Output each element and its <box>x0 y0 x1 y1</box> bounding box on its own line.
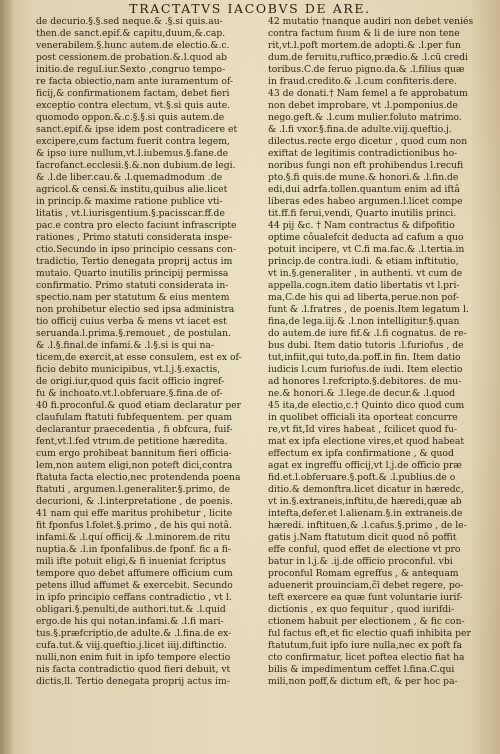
text-line: ficio debito municipibus, vt.l.j.§.exactis, <box>36 364 221 375</box>
text-line: 41 nam qui effe maritus prohibetur , licite <box>36 508 233 519</box>
text-line: noribus fungi non eft prohibendus l.recufi <box>268 160 464 171</box>
text-line: lem,non autem eligi,non poteft dici,contra <box>36 460 233 471</box>
text-line: rationes , Primo statuti considerata inspe- <box>36 232 233 243</box>
text-line: liberas edes habeo argumen.l.licet compe <box>268 196 463 207</box>
text-line: de decurio.§.§.sed neque.& .§.si quis.au- <box>36 16 223 27</box>
text-line: mat ex ipfa electione vires,et quod habeat <box>268 436 465 447</box>
text-line: nis facta contradictio quod fieri debuit, vt <box>36 664 231 675</box>
text-line: intefta,defer.et l.alienam.§.in extraneis.de <box>268 508 463 519</box>
text-line: & .l.§.final.de infami.& .l.§.si is qui na- <box>36 340 215 351</box>
text-line: cum ergo prohibeat bannitum fieri officia- <box>36 448 232 459</box>
text-line: ergo.de his qui notan.infami.& .l.fi mari- <box>36 616 224 627</box>
text-line: hæredi. inftituen,& .l.cafus.§.primo , de le- <box>268 520 467 531</box>
text-line: 45 ita,de electio,c.† Quinto dico quod cum <box>268 400 465 411</box>
text-line: ftatutum,fuit ipfo iure nulla,nec ex poft fa <box>268 640 462 651</box>
text-line: princip.de contra.iudi. & etiam inftitutio, <box>268 256 459 267</box>
text-line: funt & .l.fratres , de poenis.Item legatum l. <box>268 304 469 315</box>
text-line: vt in.§.extraneis,inftitu,de hæredi,quæ ab <box>268 496 462 507</box>
text-line: fu & inchoato.vt.l.obferuare.§.fina.de of- <box>36 388 223 399</box>
right-text-column <box>268 16 486 744</box>
text-line: ditio.& demonftra.licet dicatur in hæredc, <box>268 484 464 495</box>
text-line: 43 de donati.† Nam femel a fe approbatum <box>268 88 468 99</box>
text-line: obligari.§.penulti,de authori.tut.& .l.quid <box>36 604 226 615</box>
text-line: fina,de lega.iij.& .l.non intelligitur.§.quan <box>268 316 460 327</box>
text-line: nuptia.& .l.in fponfalibus.de fponf. fic a fi- <box>36 544 232 555</box>
running-header: TRACTATVS IACOBVS DE ARE. <box>129 2 371 16</box>
text-line: exceptio contra electum, vt.§.si quis aute. <box>36 100 231 111</box>
text-line: in princip.& maxime ratione publice vti- <box>36 196 223 207</box>
text-line: dictionis , ex quo fequitur , quod iurifdi- <box>268 604 455 615</box>
text-line: dilectus.recte ergo dicetur , quod cum non <box>268 136 468 147</box>
text-line: fid.et.l.obferuare.§.poft.& .l.publius.de o <box>268 472 456 483</box>
text-line: agricol.& censi.& institu,quibus alie.licet <box>36 184 228 195</box>
text-line: initio.de regul.iur.Sexto ,congruo tempo- <box>36 64 226 75</box>
text-line: petens illud affumet & exercebit. Secundo <box>36 580 233 591</box>
text-line: 42 mutatio †nanque audiri non debet veniés <box>268 16 474 27</box>
text-line: ficij,& confirmationem factam, debet fieri <box>36 88 230 99</box>
text-line: nego.geft.& .l.cum mulier.foluto matrimo. <box>268 112 462 123</box>
text-line: exiftat de legitimis contradictionibus ho- <box>268 148 458 159</box>
text-line: effectum ex ipfa confirmatione , & quod <box>268 448 454 459</box>
text-line: pac.e contra pro electo faciunt infrascripte <box>36 220 237 231</box>
text-line: ctionem habuit per electionem , & fic con- <box>268 616 465 627</box>
text-line: vt in.§.generaliter , in authenti. vt cum de <box>268 268 463 279</box>
text-line: dum.de feruitu,ruftico,prædio.& .l.cū credi <box>268 52 468 63</box>
text-line: ticem,de exercit,at esse consulem, est ex of- <box>36 352 242 363</box>
text-line: facrofanct.ecclesii.§.&.non dubium.de legi. <box>36 160 236 171</box>
text-line: agat ex ingreffu officij,vt l.j.de officio præ <box>268 460 462 471</box>
text-line: mili,non poff,& dictum eft, & per hoc pa- <box>268 676 458 687</box>
text-line: appella.cogn.item datio libertatis vt l.pri- <box>268 280 460 291</box>
text-line: edi,dui adrfa.tollen.quantum enim ad iftâ <box>268 184 460 195</box>
text-line: dictis,ll. Tertio denegata proprij actus im- <box>36 676 230 687</box>
text-line: tempore quo debet affumere officium cum <box>36 568 233 579</box>
text-line: de origi.iur,quod quis facit officio ingref- <box>36 376 225 387</box>
text-line: ad honores l.refcripto.§.debitores. de mu- <box>268 376 462 387</box>
text-line: declarantur praecedentia , fi obfcura, fuif- <box>36 424 233 435</box>
text-line: ftatuti , argumen.l.generaliter.§.primo, de <box>36 484 231 495</box>
text-line: mutaio. Quarto inutilis principij permissa <box>36 268 229 279</box>
text-line: mili ifte potuit eligi,& fi inueniat fcriptus <box>36 556 226 567</box>
text-line: quomodo oppon.&.c.§.§.si quis autem.de <box>36 112 225 123</box>
text-line: in ipfo principio ceffans contradictio , vt l. <box>36 592 232 603</box>
text-line: seruanda.l.prima.§.remouet , de postulan. <box>36 328 231 339</box>
text-line: tio officij cuius verba & mens vt iacet est <box>36 316 227 327</box>
text-line: cufa.tut.& viij.queftio.j.licet iiij.diftinctio. <box>36 640 227 651</box>
text-line: teft exercere ea quæ funt voluntarie iurif- <box>268 592 463 603</box>
text-line: iudicis l.cum furiofus.de iudi. Item electio <box>268 364 463 375</box>
text-line: optime côualefcit deducta ad cafum a quo <box>268 232 464 243</box>
text-line: infami.& .l.quí officij.& .l.minorem.de ritu <box>36 532 231 543</box>
left-text-column <box>36 16 254 744</box>
text-line: tit.ff.fi ferui,vendi, Quarto inutilis princi. <box>268 208 457 219</box>
text-line: contra factum fuum & li de iure non tene <box>268 28 460 39</box>
text-line: batur in l.j.& .ij.de officio proconful. vbi <box>268 556 453 567</box>
binding-shadow <box>0 0 14 754</box>
text-line: fit fponfus l.folet.§.primo , de his qui notâ. <box>36 520 232 531</box>
text-line: rit,vt.l.poft mortem.de adopti.& .l.per fun <box>268 40 461 51</box>
text-line: ma,C.de his qui ad liberta,perue.non pof- <box>268 292 459 303</box>
text-line: venerabilem.§.hunc autem.de electio.&.c. <box>36 40 230 51</box>
text-line: 44 pij &c. † Nam contractus & difpofitio <box>268 220 455 231</box>
text-line: fent,vt.l.fed vtrum.de petitione hæredita. <box>36 436 228 447</box>
text-line: ctio.Secundo in ipso principio cessans con- <box>36 244 237 255</box>
text-line: & .l.fi vxor.§.fina.de adulte.viij.queftio.j. <box>268 124 452 135</box>
text-line: effe conful, quod effet de electione vt pro <box>268 544 461 555</box>
text-line: re facta obiectio,nam ante iuramentum of- <box>36 76 234 87</box>
text-line: bus dubi. Item datio tutoris .l.furiofus , de <box>268 340 464 351</box>
text-line: ful factus eft,et fic electio quafi inhibita per <box>268 628 471 639</box>
text-line: & .l.de liber.cau.& .l.quemadmodum .de <box>36 172 223 183</box>
text-line: & ipso iure nullum,vt.l.iubemus.§.fane.de <box>36 148 229 159</box>
text-line: ne.& honori.& .l.lege.de decur.& .l.quod <box>268 388 456 399</box>
text-line: proconful Romam egreffus , & antequam <box>268 568 459 579</box>
text-line: then.de sanct.epif.& capitu,duum,&.cap. <box>36 28 226 39</box>
text-line: nulli,non enim fuit in ipfo tempore electio <box>36 652 231 663</box>
text-line: post cessionem.de probation.&.l.quod ab <box>36 52 228 63</box>
text-line: decurioni, & .l.interpretatione , de poenis. <box>36 496 233 507</box>
text-line: sanct.epif.& ipse idem post contradicere et <box>36 124 238 135</box>
text-line: excipere,cum factum fuerit contra legem, <box>36 136 230 147</box>
text-line: 40 fi.proconful.& quod etiam declaratur per <box>36 400 242 411</box>
text-line: tut,infiit,qui tuto,da.poff.in fin. Item datio <box>268 352 461 363</box>
text-line: cto confirmatur, licet poftea electio fiat ha <box>268 652 465 663</box>
text-line: non prohibetur electio sed ipsa administra <box>36 304 235 315</box>
text-line: spectio.nam per statutum & eius mentem <box>36 292 230 303</box>
text-line: tradictio, Tertio denegata proprij actus im <box>36 256 233 267</box>
text-line: bilis & impedimentum ceffet l.fina.C.qui <box>268 664 455 675</box>
text-line: non debet improbare, vt .l.pomponius.de <box>268 100 458 111</box>
text-line: toribus.C.de feruo pigno.da.& .l.filius quæ <box>268 64 465 75</box>
text-line: in fraud.credito.& .l.cum confiteris.dere. <box>268 76 457 87</box>
text-line: litatis , vt.l.iurisgentium.§.pacisscar.ff.de <box>36 208 225 219</box>
text-line: ftatuta facta electio,nec protendenda poena <box>36 472 241 483</box>
text-line: gatis j.Nam ftatutum dicit quod nô poffit <box>268 532 457 543</box>
text-line: do autem.de iure fif.& .l.fi cognatus. de re- <box>268 328 467 339</box>
text-line: tus.§.præfcriptio,de adulte.& .l.fina.de ex- <box>36 628 232 639</box>
text-line: aduenerit prouinciam,ĉī debet regere, po- <box>268 580 464 591</box>
text-line: claufulam ftatuti fubfequentem. per quam <box>36 412 233 423</box>
text-line: confirmatio. Primo statuti considerata in- <box>36 280 229 291</box>
text-line: in quolibet officiali ita oporteat concurre <box>268 412 458 423</box>
text-line: potuit incipere, vt C.fi ma.fac.& .l.tertia.in <box>268 244 465 255</box>
text-line: re,vt fit,Id vires habeat , fcilicet quod fu- <box>268 424 458 435</box>
text-line: pto.§.fi quis.de mune.& honori.& .l.fin.de <box>268 172 459 183</box>
